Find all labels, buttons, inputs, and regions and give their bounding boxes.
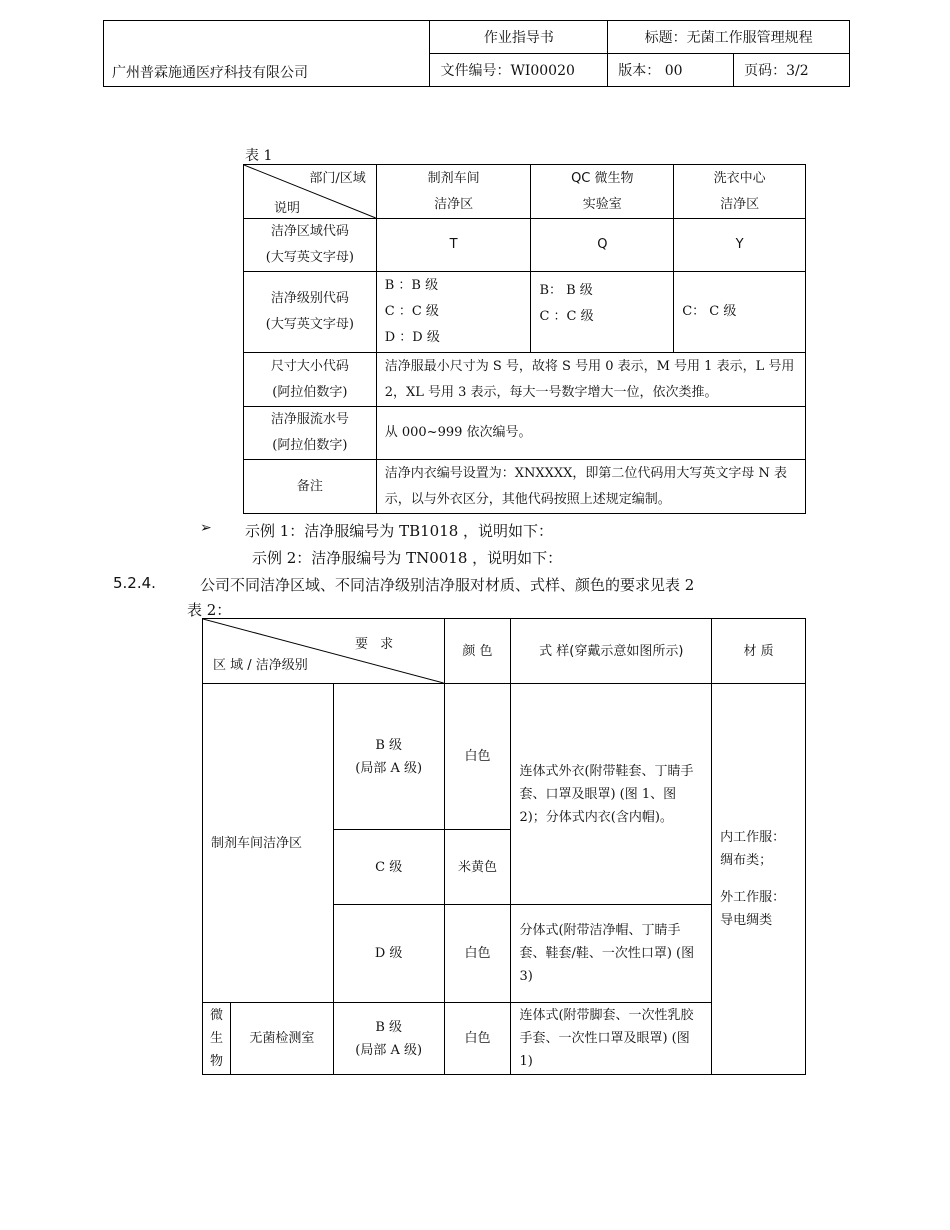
table2-caption: 表 2： (187, 601, 232, 619)
corner-desc-label: 说明 (274, 201, 301, 216)
corner-area-label: 区 域 / 洁净级别 (213, 658, 308, 673)
grade-code-laundry: C： C 级 (674, 272, 806, 353)
area-code-prep: T (376, 219, 531, 272)
size-code-text: 洁净服最小尺寸为 S 号，故将 S 号用 0 表示，M 号用 1 表示，L 号用 2，XL 号用 3 表示，每大一号数字增大一位，依次类推。 (376, 353, 805, 407)
color-b-prep: 白色 (444, 684, 511, 830)
sterile-test-room: 无菌检测室 (230, 1003, 333, 1075)
doc-title: 标题：无菌工作服管理规程 (608, 21, 850, 54)
col-header-laundry: 洗衣中心 洁净区 (674, 165, 806, 219)
color-b-micro: 白色 (444, 1003, 511, 1075)
grade-code-prep: B ：B 级 C ：C 级 D ：D 级 (376, 272, 531, 353)
row-label-area-code: 洁净区域代码 (大写英文字母) (244, 219, 377, 272)
style-bc-prep: 连体式外衣(附带鞋套、丁睛手套、口罩及眼罩) (图 1、图 2)；分体式内衣(含内帽)。 (511, 684, 712, 905)
example-2: 示例 2：洁净服编号为 TN0018 ，说明如下： (252, 549, 563, 567)
remark-text: 洁净内衣编号设置为：XNXXXX，即第二位代码用大写英文字母 N 表示，以与外衣区分，其他代码按照上述规定编制。 (376, 460, 805, 514)
serial-text: 从 000~999 依次编号。 (376, 407, 805, 460)
doc-page: 页码：3/2 (734, 54, 850, 87)
color-d-prep: 白色 (444, 905, 511, 1003)
doc-type: 作业指导书 (430, 21, 608, 54)
row-label-serial: 洁净服流水号 (阿拉伯数字) (244, 407, 377, 460)
doc-number: 文件编号：WI00020 (430, 54, 608, 87)
bullet-arrow: ➢ (200, 520, 212, 536)
area-micro: 微 生 物 (203, 1003, 231, 1075)
row-label-grade-code: 洁净级别代码 (大写英文字母) (244, 272, 377, 353)
table2-corner (203, 619, 445, 684)
table1-corner (244, 165, 377, 219)
example-1: 示例 1：洁净服编号为 TB1018 ，说明如下： (245, 522, 554, 540)
grade-d-prep: D 级 (333, 905, 444, 1003)
style-micro: 连体式(附带脚套、一次性乳胶手套、一次性口罩及眼罩) (图 1) (511, 1003, 712, 1075)
col-header-color: 颜 色 (444, 619, 511, 684)
company-name: 广州普霖施通医疗科技有限公司 (104, 21, 430, 87)
doc-version: 版本： 00 (608, 54, 734, 87)
area-code-laundry: Y (674, 219, 806, 272)
code-table (243, 164, 806, 514)
row-label-remark: 备注 (244, 460, 377, 514)
corner-requirement-label: 要 求 (355, 637, 398, 652)
grade-code-qc: B： B 级 C ：C 级 (531, 272, 674, 353)
col-header-material: 材 质 (712, 619, 806, 684)
table1-caption: 表 1 (245, 148, 273, 164)
document-header (103, 20, 850, 87)
area-prep-clean: 制剂车间洁净区 (203, 684, 334, 1003)
grade-b-prep: B 级 (局部 A 级) (333, 684, 444, 830)
grade-b-micro: B 级 (局部 A 级) (333, 1003, 444, 1075)
col-header-qc: QC 微生物 实验室 (531, 165, 674, 219)
style-d-prep: 分体式(附带洁净帽、丁睛手套、鞋套/鞋、一次性口罩) (图 3) (511, 905, 712, 1003)
col-header-style: 式 样(穿戴示意如图所示) (511, 619, 712, 684)
area-code-qc: Q (531, 219, 674, 272)
row-label-size-code: 尺寸大小代码 (阿拉伯数字) (244, 353, 377, 407)
grade-c-prep: C 级 (333, 830, 444, 905)
col-header-prep: 制剂车间 洁净区 (376, 165, 531, 219)
requirements-table (202, 618, 806, 1075)
color-c-prep: 米黄色 (444, 830, 511, 905)
corner-dept-label: 部门/区域 (309, 171, 366, 186)
material-cell: 内工作服： 绸布类； 外工作服： 导电绸类 (712, 684, 806, 1075)
section-text: 公司不同洁净区域、不同洁净级别洁净服对材质、式样、颜色的要求见表 2 (200, 576, 695, 594)
section-number: 5.2.4. (113, 574, 156, 592)
